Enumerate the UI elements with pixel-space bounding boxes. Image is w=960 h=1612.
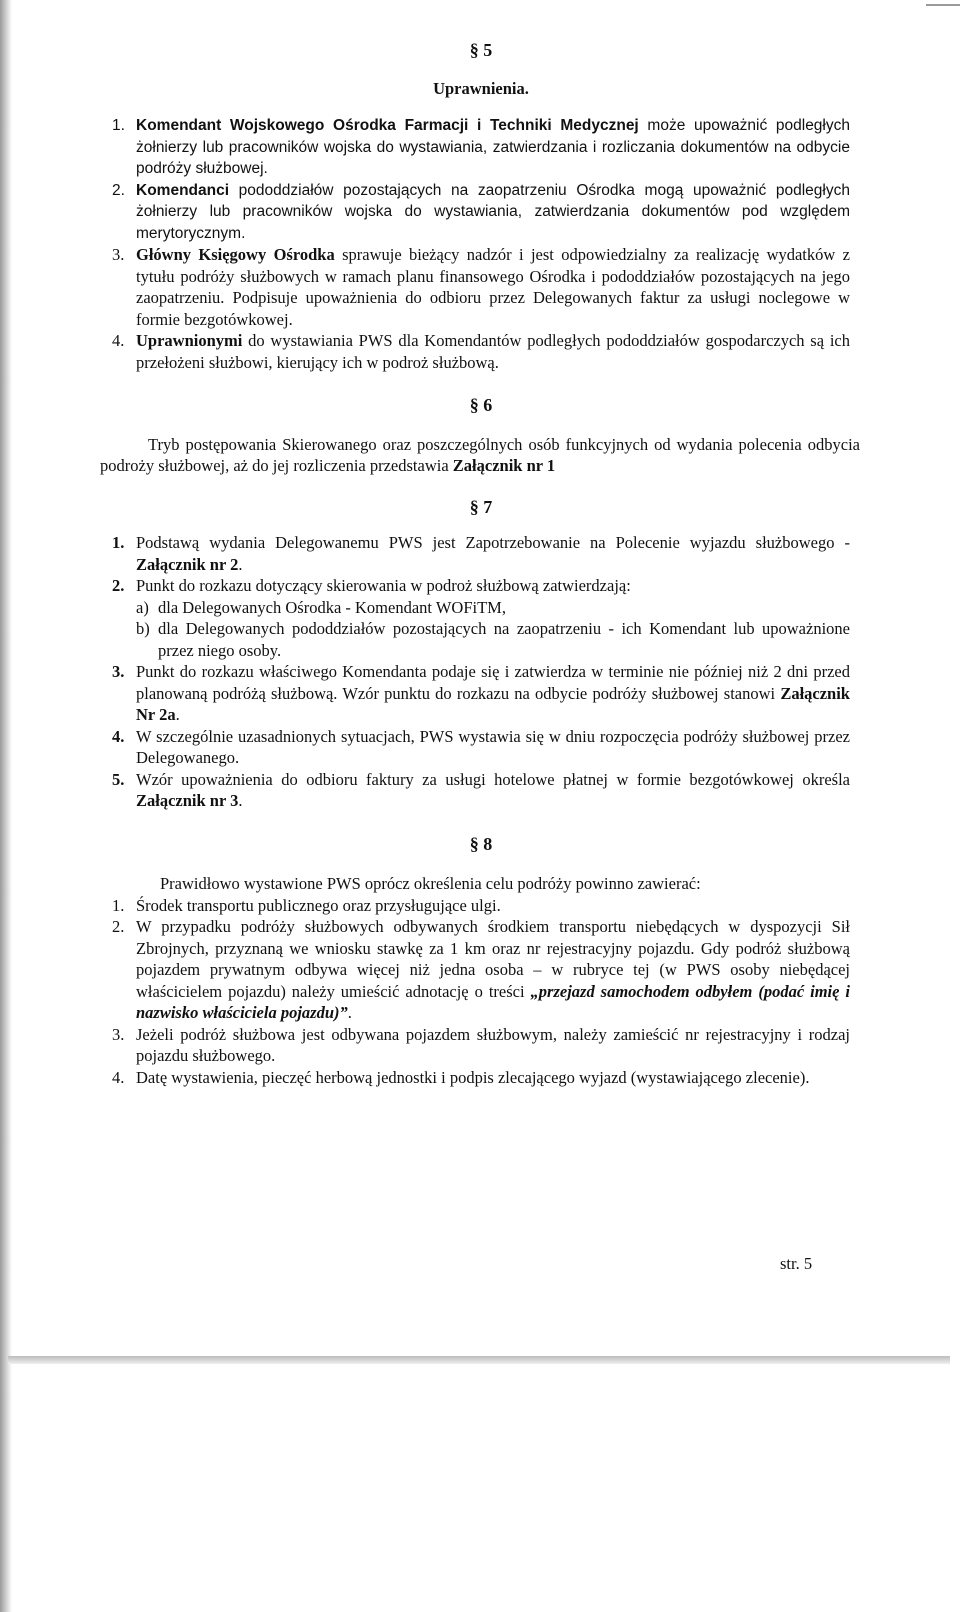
item-number: 1.	[112, 533, 125, 552]
item-text: może upoważnić podległych żołnierzy lub pracowników wojska do wystawiania, zatwierdzania i rozliczania dokumentów na odbycie podróży służbowej.	[136, 117, 850, 177]
list-item	[112, 575, 850, 661]
attachment-reference: Załącznik nr 2	[136, 554, 239, 574]
annotation-quote: „przejazd samochodem odbyłem (podać imię i nazwisko właściciela pojazdu)”	[136, 981, 850, 1022]
item-text: Punkt do rozkazu dotyczący skierowania w podroż służbową zatwierdzają:	[136, 576, 631, 595]
item-number: 4.	[112, 726, 125, 746]
item-text: sprawuje bieżący nadzór i jest odpowiedzialny za realizację wydatków z tytułu podróży służbowych w ramach planu finansowego Ośrodka i pododdziałów pozostających na jego zaopatrzeniu. Podpisuje upoważnienia do odbioru przez Delegowanych faktur za usługi noclegowe w formie bezgotówkowej.	[136, 245, 850, 329]
list-item	[112, 1067, 850, 1089]
list-item	[112, 1024, 850, 1067]
list-item	[112, 661, 850, 726]
item-bold-lead: Główny Księgowy Ośrodka	[136, 245, 335, 264]
section-8-heading: § 8	[469, 833, 493, 854]
item-text-end: .	[175, 705, 180, 724]
section-5-title: Uprawnienia.	[433, 78, 529, 98]
item-text: Środek transportu publicznego oraz przysługujące ulgi.	[136, 895, 501, 915]
list-item	[112, 895, 850, 917]
item-number: 4.	[112, 331, 125, 350]
item-text: W szczególnie uzasadnionych sytuacjach, PWS wystawia się w dniu rozpoczęcia podróży służbowej przez Delegowanego.	[136, 726, 850, 767]
item-text: do wystawiania PWS dla Komendantów podległych pododdziałów gospodarczych są ich przełożeni służbowi, kierujący ich w podroż służbową.	[136, 331, 850, 372]
item-text: W przypadku podróży służbowych odbywanych środkiem transportu niebędących w dyspozycji Sił Zbrojnych, przyznaną we wniosku stawkę za 1 km oraz nr rejestracyjny pojazdu. Gdy podróż służbową pojazdem prywatnym odbywa więcej niż jedna osoba – w rubryce tej (w PWS osoby niebędącej właścicielem pojazdu) należy umieścić adnotację o treści	[136, 917, 850, 1001]
section-7-list	[112, 532, 850, 812]
list-item	[112, 769, 850, 812]
list-item	[112, 330, 850, 373]
section-7-heading: § 7	[469, 496, 493, 517]
attachment-reference: Załącznik nr 1	[452, 456, 556, 475]
item-text: Jeżeli podróż służbowa jest odbywana pojazdem służbowym, należy zamieścić nr rejestracyjny i rodzaj pojazdu służbowego.	[136, 1024, 850, 1065]
item-text: Wzór upoważnienia do odbioru faktury za usługi hotelowe płatnej w formie bezgotówkowej określa	[136, 769, 850, 789]
item-text-end: .	[347, 1003, 352, 1022]
item-text-end: .	[238, 791, 243, 810]
attachment-reference: Załącznik Nr 2a	[136, 683, 850, 724]
item-number: 1.	[112, 895, 125, 915]
item-number: 2.	[112, 917, 125, 936]
list-item	[112, 244, 850, 330]
list-item	[112, 115, 850, 180]
item-number: 1.	[112, 117, 125, 134]
scan-left-edge	[0, 0, 12, 1612]
sub-item	[136, 597, 850, 619]
list-item	[112, 916, 850, 1024]
item-number: 3.	[112, 1024, 125, 1044]
item-bold-lead: Uprawnionymi	[136, 331, 243, 350]
item-text: Punkt do rozkazu właściwego Komendanta podaje się i zatwierdza w terminie nie później niż 2 dni przed planowaną podróżą służbową. Wzór punktu do rozkazu na odbycie podróży służbowej stanowi	[136, 662, 850, 703]
document-page	[100, 40, 860, 1088]
item-text-end: .	[238, 554, 243, 574]
list-item	[112, 726, 850, 769]
item-number: 5.	[112, 769, 125, 789]
item-bold-lead: Komendanci	[136, 181, 230, 199]
sub-item-text: dla Delegowanych Ośrodka - Komendant WOFiTM,	[158, 597, 506, 617]
list-item	[112, 180, 850, 245]
section-5-heading: § 5	[469, 40, 493, 60]
sub-item	[136, 618, 850, 661]
item-text: Podstawą wydania Delegowanemu PWS jest Zapotrzebowanie na Polecenie wyjazdu służbowego -	[136, 533, 850, 552]
sub-item-letter: b)	[136, 619, 150, 638]
scan-bottom-edge	[8, 1356, 950, 1364]
scan-top-mark	[926, 4, 960, 6]
item-number: 3.	[112, 245, 125, 264]
item-bold-lead: Komendant Wojskowego Ośrodka Farmacji i Techniki Medycznej	[136, 117, 639, 134]
section-8-list	[112, 895, 850, 1089]
item-number: 3.	[112, 662, 125, 681]
attachment-reference: Załącznik nr 3	[136, 791, 239, 810]
section-8-intro: Prawidłowo wystawione PWS oprócz określenia celu podróży powinno zawierać:	[160, 874, 701, 893]
item-number: 4.	[112, 1067, 125, 1087]
section-5-list	[112, 115, 850, 373]
item-text: Datę wystawienia, pieczęć herbową jednostki i podpis zlecającego wyjazd (wystawiającego zlecenie).	[136, 1067, 810, 1087]
list-item	[112, 532, 850, 575]
item-text: pododdziałów pozostających na zaopatrzeniu Ośrodka mogą upoważnić podległych żołnierzy lub pracowników wojska do wystawiania, zatwierdzania dokumentów pod względem merytorycznym.	[136, 181, 850, 242]
page-number: str. 5	[780, 1254, 813, 1273]
sub-item-text: dla Delegowanych pododdziałów pozostających na zaopatrzeniu - ich Komendant lub upoważnione przez niego osoby.	[158, 619, 850, 660]
item-number: 2.	[112, 576, 125, 595]
item-number: 2.	[112, 181, 125, 199]
section-6-heading: § 6	[469, 395, 493, 415]
section-6-paragraph	[100, 434, 860, 477]
paragraph-text: Tryb postępowania Skierowanego oraz poszczególnych osób funkcyjnych od wydania polecenia odbycia podroży służbowej, aż do jej rozliczenia przedstawia	[100, 434, 860, 475]
sub-item-letter: a)	[136, 597, 149, 617]
